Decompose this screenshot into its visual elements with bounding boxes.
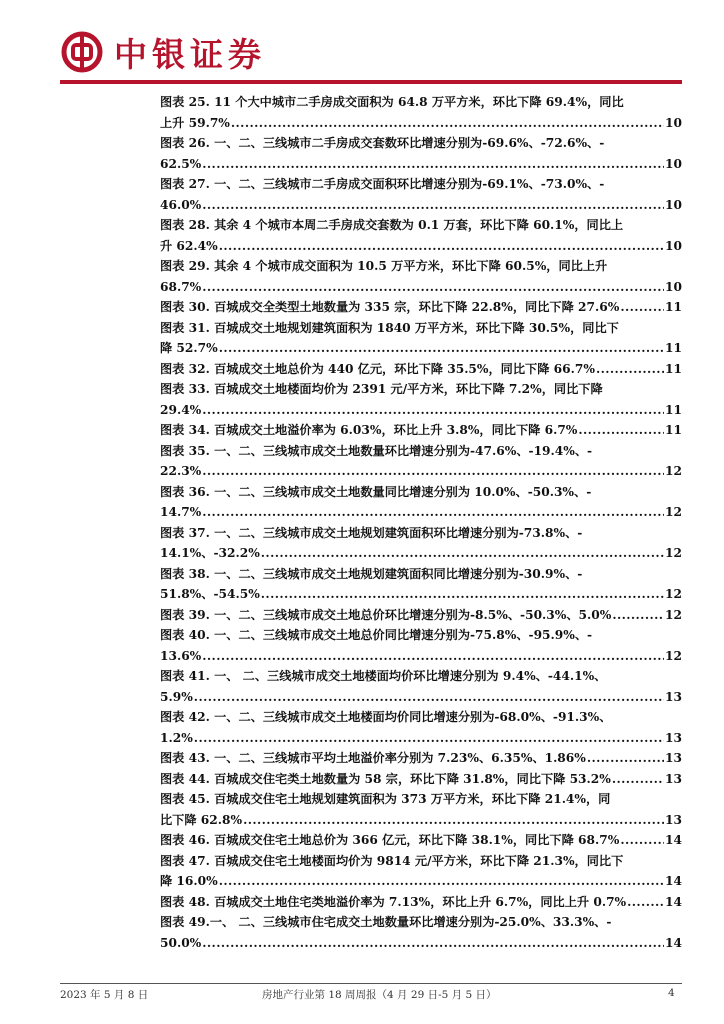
toc-page-number: 13 — [665, 751, 682, 765]
toc-entry[interactable] — [160, 769, 682, 790]
toc-page-number: 12 — [665, 505, 682, 519]
toc-entry-title-line2-row — [160, 687, 682, 708]
toc-entry[interactable] — [160, 564, 682, 605]
toc-page-number: 12 — [665, 546, 682, 560]
toc-leader — [620, 830, 664, 851]
bank-of-china-logo — [60, 30, 104, 74]
toc-entry-title-line1: 图表 35. 一、二、三线城市成交土地数量环比增速分别为-47.6%、-19.4%、- — [160, 443, 593, 458]
toc-leader — [202, 933, 664, 954]
toc-entry[interactable] — [160, 707, 682, 748]
toc-page-number: 12 — [665, 587, 682, 601]
footer-report-title: 房地产行业第 18 周周报（4 月 29 日-5 月 5 日） — [262, 989, 497, 1001]
footer-divider — [60, 983, 682, 984]
toc-entry-title-line2: 5.9% — [160, 689, 193, 704]
toc-page-number: 14 — [665, 894, 682, 909]
toc-entry-title-line1: 图表 45. 百城成交住宅土地规划建筑面积为 373 万平方米，环比下降 21.4%，同 — [160, 792, 611, 806]
toc-leader — [231, 113, 664, 134]
toc-entry-title-line2: 降 16.0% — [160, 874, 218, 888]
toc-entry-title: 图表 48. 百城成交土地住宅类地溢价率为 7.13%，环比上升 6.7%，同比上升 0.7% — [160, 894, 627, 909]
toc-leader — [620, 297, 664, 318]
toc-entry-title-line2-row — [160, 277, 682, 298]
toc-entry-title: 图表 44. 百城成交住宅类土地数量为 58 宗，环比下降 31.8%，同比下降 53.2% — [160, 771, 611, 786]
toc-entry-title-line1: 图表 49.一、 二、三线城市住宅成交土地数量环比增速分别为-25.0%、33.3%、- — [160, 915, 612, 929]
toc-leader — [627, 892, 664, 913]
toc-entry-title: 图表 32. 百城成交土地总价为 440 亿元，环比下降 35.5%，同比下降 66.7% — [160, 361, 595, 376]
toc-entry[interactable] — [160, 851, 682, 892]
toc-entry[interactable] — [160, 256, 682, 297]
toc-entry[interactable] — [160, 666, 682, 707]
toc-entry-title-line2-row — [160, 338, 682, 359]
toc-entry-title-line2-row — [160, 236, 682, 257]
toc-leader — [202, 461, 664, 482]
toc-page-number: 12 — [665, 648, 682, 663]
toc-entry-title-line2-row — [160, 502, 682, 523]
toc-entry-title-line2: 50.0% — [160, 935, 202, 950]
toc-entry[interactable] — [160, 420, 682, 441]
toc-entry-title-line2: 29.4% — [160, 402, 202, 417]
toc-entry-title-line2-row — [160, 871, 682, 892]
toc-entry[interactable] — [160, 912, 682, 953]
toc-leader — [219, 338, 664, 359]
toc-page-number: 12 — [665, 607, 682, 622]
toc-leader — [202, 277, 664, 298]
toc-page-number: 10 — [665, 279, 682, 294]
toc-entry-title-line2-row — [160, 810, 682, 831]
toc-page-number: 10 — [665, 156, 682, 171]
toc-leader — [612, 769, 664, 790]
toc-entry-title-line1: 图表 41. 一、 二、三线城市成交土地楼面均价环比增速分别为 9.4%、-44.1%、 — [160, 669, 607, 683]
toc-entry-title-line2: 14.7% — [160, 505, 202, 519]
toc-page-number: 10 — [665, 238, 682, 253]
toc-entry-title-line2-row — [160, 154, 682, 175]
report-header — [60, 28, 266, 76]
toc-entry-title-line2-row — [160, 584, 682, 605]
toc-entry[interactable] — [160, 748, 682, 769]
toc-entry-title-line2-row — [160, 400, 682, 421]
toc-page-number: 11 — [665, 341, 682, 355]
toc-page-number: 11 — [665, 300, 682, 314]
toc-entry[interactable] — [160, 174, 682, 215]
toc-entry-title-line1: 图表 26. 一、二、三线城市二手房成交套数环比增速分别为-69.6%、-72.6%、- — [160, 136, 605, 150]
toc-entry[interactable] — [160, 215, 682, 256]
toc-entry-title-line2-row — [160, 195, 682, 216]
toc-entry-title: 图表 34. 百城成交土地溢价率为 6.03%，环比上升 3.8%，同比下降 6.7% — [160, 423, 578, 437]
toc-page-number: 13 — [665, 771, 682, 786]
toc-entry[interactable] — [160, 379, 682, 420]
toc-entry[interactable] — [160, 92, 682, 133]
toc-entry-title-line1: 图表 36. 一、二、三线城市成交土地数量同比增速分别为 10.0%、-50.3%、- — [160, 484, 592, 499]
toc-page-number: 14 — [665, 833, 682, 847]
figure-list — [160, 92, 682, 953]
toc-entry-title-line2: 1.2% — [160, 730, 193, 745]
toc-entry-title-line2: 62.5% — [160, 156, 202, 171]
toc-entry-title-line2: 51.8%、-54.5% — [160, 587, 260, 601]
toc-entry-title-line1: 图表 31. 百城成交土地规划建筑面积为 1840 万平方米，环比下降 30.5%，同比下 — [160, 320, 619, 335]
toc-entry-title-line2-row — [160, 646, 682, 667]
toc-page-number: 14 — [665, 935, 682, 950]
toc-leader — [587, 748, 664, 769]
header-divider — [60, 80, 682, 84]
toc-entry-title-line1: 图表 40. 一、二、三线城市成交土地总价同比增速分别为-75.8%、-95.9%、- — [160, 628, 593, 642]
toc-entry-title-line2-row — [160, 461, 682, 482]
toc-leader — [596, 359, 664, 380]
toc-entry[interactable] — [160, 523, 682, 564]
toc-entry-title-line1: 图表 37. 一、二、三线城市成交土地规划建筑面积环比增速分别为-73.8%、- — [160, 525, 583, 540]
toc-leader — [261, 584, 664, 605]
toc-page-number: 13 — [665, 689, 682, 704]
toc-entry[interactable] — [160, 625, 682, 666]
toc-entry-title-line1: 图表 47. 百城成交住宅土地楼面均价为 9814 元/平方米，环比下降 21.3%，同比下 — [160, 853, 624, 868]
toc-leader — [202, 646, 664, 667]
toc-entry-title: 图表 43. 一、二、三线城市平均土地溢价率分别为 7.23%、6.35%、1.86% — [160, 751, 586, 765]
toc-entry-title: 图表 46. 百城成交住宅土地总价为 366 亿元，环比下降 38.1%，同比下降 68.7% — [160, 833, 620, 847]
toc-entry-title-line1: 图表 28. 其余 4 个城市本周二手房成交套数为 0.1 万套，环比下降 60.1%，同比上 — [160, 218, 624, 232]
toc-entry-title-line2: 22.3% — [160, 464, 202, 478]
toc-entry-title-line2-row — [160, 543, 682, 564]
toc-leader — [219, 236, 664, 257]
toc-entry-title-line1: 图表 27. 一、二、三线城市二手房成交面积环比增速分别为-69.1%、-73.0%、- — [160, 177, 605, 191]
toc-entry-title-line2: 68.7% — [160, 279, 202, 294]
toc-entry[interactable] — [160, 482, 682, 523]
toc-page-number: 10 — [665, 115, 682, 130]
brand-name: 中银证券 — [114, 34, 266, 74]
toc-entry[interactable] — [160, 359, 682, 380]
toc-leader — [612, 605, 664, 626]
toc-entry-title-line1: 图表 38. 一、二、三线城市成交土地规划建筑面积同比增速分别为-30.9%、- — [160, 566, 583, 581]
toc-entry-title-line2: 46.0% — [160, 197, 202, 212]
toc-entry-title-line2-row — [160, 933, 682, 954]
toc-leader — [578, 420, 664, 441]
toc-entry-title-line1: 图表 29. 其余 4 个城市成交面积为 10.5 万平方米，环比下降 60.5%，同比上升 — [160, 259, 608, 273]
toc-entry-title-line1: 图表 42. 一、二、三线城市成交土地楼面均价同比增速分别为-68.0%、-91.3%、 — [160, 710, 612, 724]
toc-entry-title-line2: 比下降 62.8% — [160, 812, 243, 827]
toc-leader — [202, 154, 664, 175]
toc-entry-title-line2: 13.6% — [160, 648, 202, 663]
toc-leader — [202, 502, 664, 523]
toc-entry-title-line1: 图表 25. 11 个大中城市二手房成交面积为 64.8 万平方米，环比下降 69.4%，同比 — [160, 95, 624, 109]
footer-date: 2023 年 5 月 8 日 — [60, 989, 149, 1001]
toc-entry[interactable] — [160, 830, 682, 851]
toc-page-number: 11 — [665, 402, 682, 417]
toc-leader — [194, 728, 664, 749]
toc-page-number: 10 — [665, 197, 682, 212]
toc-entry-title-line1: 图表 33. 百城成交土地楼面均价为 2391 元/平方米，环比下降 7.2%，同比下降 — [160, 382, 603, 396]
toc-leader — [219, 871, 664, 892]
toc-page-number: 11 — [665, 361, 682, 376]
toc-entry-title-line2: 升 62.4% — [160, 238, 218, 253]
toc-page-number: 13 — [665, 812, 682, 827]
toc-page-number: 14 — [665, 874, 682, 888]
toc-entry-title: 图表 39. 一、二、三线城市成交土地总价环比增速分别为-8.5%、-50.3%、5.0% — [160, 607, 612, 622]
toc-entry[interactable] — [160, 297, 682, 318]
toc-entry[interactable] — [160, 318, 682, 359]
toc-entry-title-line2-row — [160, 728, 682, 749]
toc-entry[interactable] — [160, 789, 682, 830]
toc-leader — [202, 195, 664, 216]
toc-entry[interactable] — [160, 133, 682, 174]
toc-entry[interactable] — [160, 892, 682, 913]
toc-leader — [202, 400, 664, 421]
toc-entry-title-line2: 降 52.7% — [160, 341, 218, 355]
toc-leader — [243, 810, 664, 831]
toc-page-number: 12 — [665, 464, 682, 478]
toc-entry-title-line2: 上升 59.7% — [160, 115, 230, 130]
toc-page-number: 13 — [665, 730, 682, 745]
toc-entry[interactable] — [160, 605, 682, 626]
toc-leader — [261, 543, 664, 564]
toc-entry-title-line2: 14.1%、-32.2% — [160, 546, 260, 560]
toc-leader — [194, 687, 664, 708]
toc-entry[interactable] — [160, 441, 682, 482]
footer-page-number: 4 — [668, 987, 675, 999]
toc-entry-title: 图表 30. 百城成交全类型土地数量为 335 宗，环比下降 22.8%，同比下降 27.6% — [160, 300, 620, 314]
toc-entry-title-line2-row — [160, 113, 682, 134]
toc-page-number: 11 — [665, 423, 682, 437]
